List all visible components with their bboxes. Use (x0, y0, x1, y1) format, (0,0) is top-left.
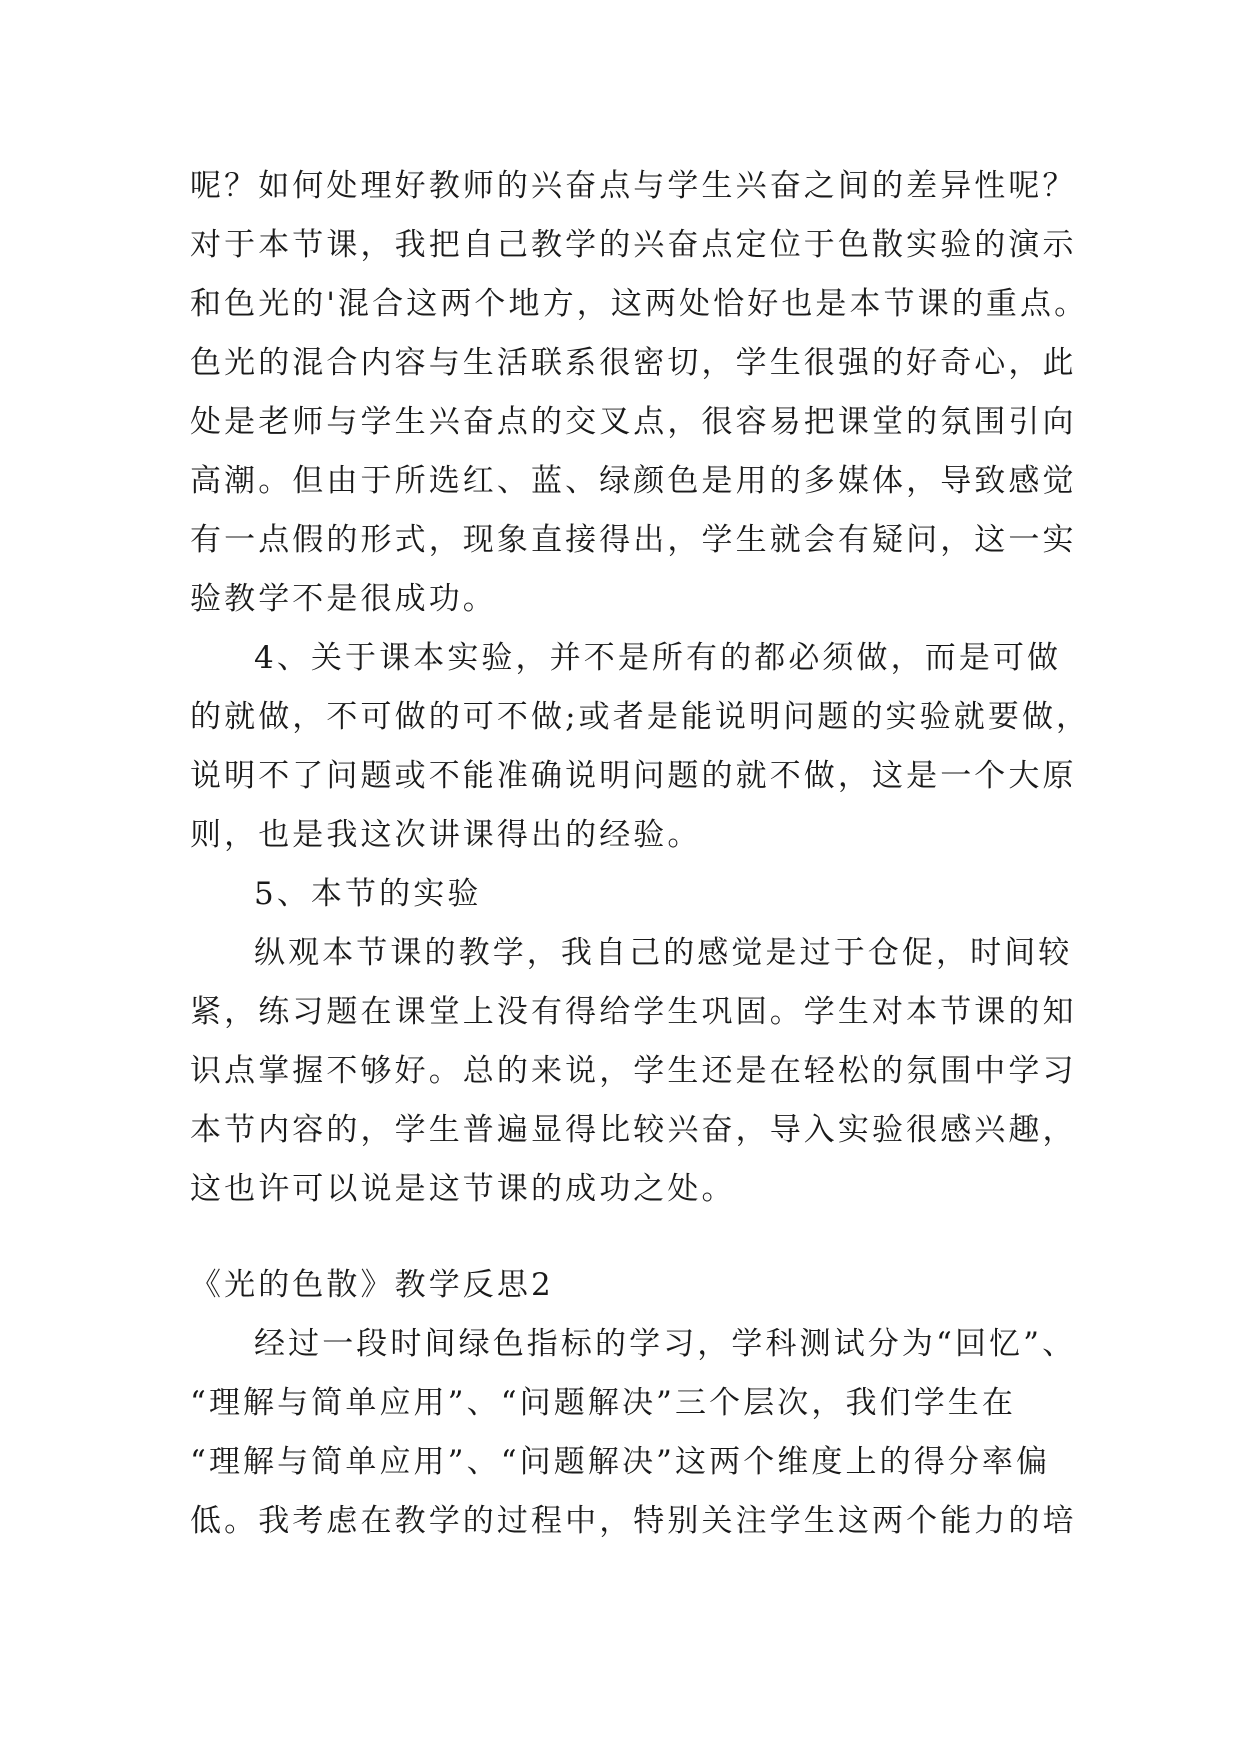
paragraph-4-start: 4、关于课本实验，并不是所有的都必须做，而是可做 (254, 640, 1062, 676)
text-line-7: 有一点假的形式，现象直接得出，学生就会有疑问，这一实 (190, 522, 1077, 558)
text-line-4: 色光的混合内容与生活联系很密切，学生很强的好奇心，此 (190, 345, 1077, 381)
paragraph-2-start: 经过一段时间绿色指标的学习，学科测试分为“回忆”、 (254, 1326, 1077, 1362)
section-5-heading: 5、本节的实验 (254, 876, 482, 912)
text-line-21: “理解与简单应用”、“问题解决”三个层次，我们学生在 (190, 1385, 1016, 1421)
text-line-2: 对于本节课，我把自己教学的兴奋点定位于色散实验的演示 (190, 227, 1077, 263)
text-line-11: 说明不了问题或不能准确说明问题的就不做，这是一个大原 (190, 758, 1077, 794)
text-line-10: 的就做，不可做的可不做;或者是能说明问题的实验就要做， (190, 699, 1091, 735)
paragraph-summary-start: 纵观本节课的教学，我自己的感觉是过于仓促，时间较 (254, 935, 1073, 971)
text-line-3: 和色光的'混合这两个地方，这两处恰好也是本节课的重点。 (190, 286, 1089, 322)
text-line-17: 本节内容的，学生普遍显得比较兴奋，导入实验很感兴趣， (190, 1112, 1077, 1148)
text-line-5: 处是老师与学生兴奋点的交叉点，很容易把课堂的氛围引向 (190, 404, 1077, 440)
section-title: 《光的色散》教学反思2 (190, 1267, 554, 1303)
text-line-1: 呢？如何处理好教师的兴奋点与学生兴奋之间的差异性呢？ (190, 168, 1077, 204)
text-line-18: 这也许可以说是这节课的成功之处。 (190, 1171, 736, 1207)
text-line-8: 验教学不是很成功。 (190, 581, 497, 617)
text-line-23: 低。我考虑在教学的过程中，特别关注学生这两个能力的培 (190, 1503, 1077, 1539)
text-line-15: 紧，练习题在课堂上没有得给学生巩固。学生对本节课的知 (190, 994, 1077, 1030)
text-line-16: 识点掌握不够好。总的来说，学生还是在轻松的氛围中学习 (190, 1053, 1077, 1089)
text-line-6: 高潮。但由于所选红、蓝、绿颜色是用的多媒体，导致感觉 (190, 463, 1077, 499)
text-line-12: 则，也是我这次讲课得出的经验。 (190, 817, 702, 853)
text-line-22: “理解与简单应用”、“问题解决”这两个维度上的得分率偏 (190, 1444, 1051, 1480)
